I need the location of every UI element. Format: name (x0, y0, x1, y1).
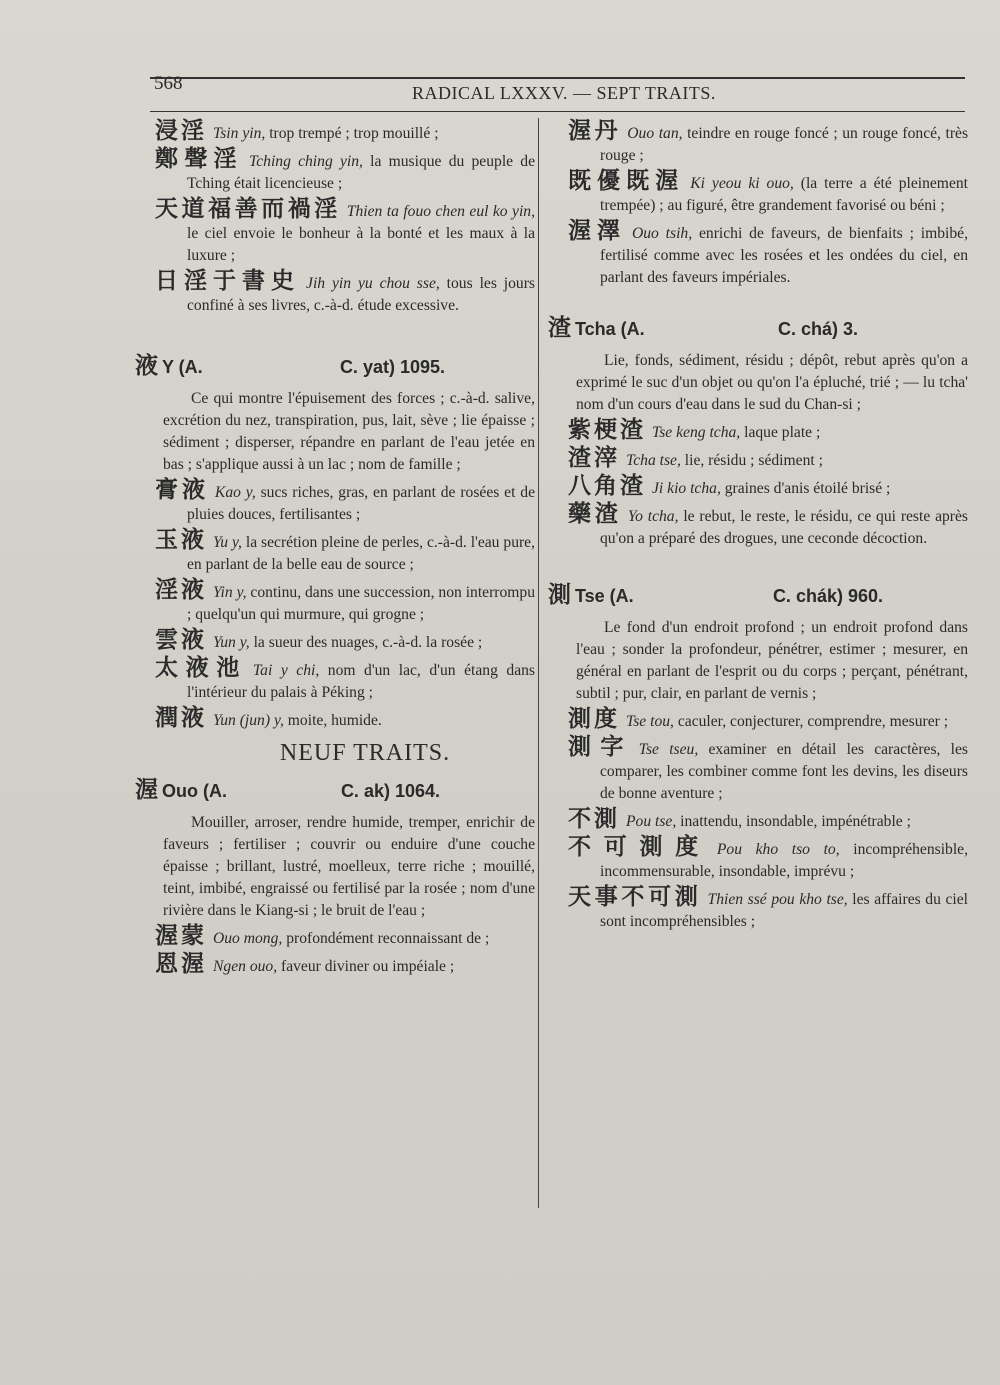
headword-y (135, 347, 535, 380)
definition-ouo: Mouiller, arroser, rendre humide, tremper, enrichir de faveurs ; fertiliser ; couvrir ou enduire d'une couche épaisse ; brillant, lustré, moelleux, terre riche ; mouillé, teint, imbibé, engraissé ou fertilisé par la rosée ; nom d'une rivière dans le Kiang-si ; le bruit de l'eau ; (163, 814, 535, 919)
compound-romanization: Tsin yin, (213, 125, 266, 142)
headword-tse (548, 576, 968, 609)
compound-hanzi: 鄭聲淫 (155, 146, 243, 171)
compound-entry (155, 925, 535, 950)
definition-tcha: Lie, fonds, sédiment, résidu ; dépôt, rebut après qu'on a exprimé le suc d'un objet ou qu'on l'a épluché, trié ; — lu tcha' nom d'un cours d'eau dans le sud du Chan-si ; (576, 352, 968, 413)
compound-hanzi: 紫梗渣 (568, 417, 646, 442)
compound-romanization: Kao y, (214, 484, 256, 501)
page-number: 568 (154, 73, 183, 94)
compound-romanization: Tcha tse, (626, 452, 681, 469)
compound-gloss: le rebut, le reste, le résidu, ce qui reste après qu'on a préparé des drogues, une ceconde décoction. (600, 508, 968, 547)
column-divider (538, 118, 539, 1208)
compound-hanzi: 既優既渥 (568, 168, 685, 193)
compound-entry (155, 529, 535, 576)
compound-entry (155, 148, 535, 195)
headword-label: Tse (A. (575, 586, 634, 606)
compound-entry (568, 836, 968, 883)
header-top-rule (150, 77, 965, 79)
compound-entry (568, 170, 968, 217)
compounds-tcha (548, 419, 968, 550)
compound-hanzi: 渥澤 (568, 218, 626, 243)
compound-entry (155, 953, 535, 978)
headword-label: Tcha (A. (575, 319, 645, 339)
headword-hanzi: 渥 (135, 776, 158, 803)
compound-romanization: Ji kio tcha, (652, 480, 721, 497)
compound-gloss: les affaires du ciel sont incompréhensibles ; (600, 891, 968, 930)
compound-entry (568, 708, 968, 733)
compound-romanization: Tai y chi, (252, 662, 320, 679)
compound-gloss: profondément reconnaissant de ; (282, 930, 490, 947)
compound-entry (155, 479, 535, 526)
compound-gloss: lie, résidu ; sédiment ; (680, 452, 823, 469)
compounds-tse (548, 708, 968, 933)
compound-hanzi: 渣滓 (568, 445, 620, 470)
compound-gloss: tous les jours confiné à ses livres, c.-à-d. étude excessive. (187, 275, 535, 314)
compound-entry (155, 198, 535, 267)
left-column (135, 120, 535, 981)
headword-label: Y (A. (162, 357, 203, 377)
compound-gloss: examiner en détail les caractères, les comparer, les combiner comme font les devins, les diseurs de bonne aventure ; (600, 741, 968, 802)
compound-hanzi: 天道福善而禍淫 (155, 196, 341, 221)
compound-hanzi: 恩渥 (155, 951, 207, 976)
compound-romanization: Jih yin yu chou sse, (306, 275, 440, 292)
compound-romanization: Thien ssé pou kho tse, (707, 891, 848, 908)
compound-entry (155, 629, 535, 654)
compounds-y (135, 479, 535, 732)
header-bottom-rule (150, 111, 965, 112)
compound-hanzi: 雲液 (155, 627, 207, 652)
compound-hanzi: 不測 (568, 806, 620, 831)
headword-hanzi: 液 (135, 352, 158, 379)
compounds-ouo (135, 925, 535, 978)
compound-entry (568, 808, 968, 833)
compound-hanzi: 日淫于書史 (155, 268, 301, 293)
headword-cantonese: C. chá) 3. (777, 319, 858, 339)
compound-gloss: nom d'un lac, d'un étang dans l'intérieur du palais à Péking ; (187, 662, 535, 701)
compound-romanization: Yu y, (213, 534, 242, 551)
compound-romanization: Tching ching yin, (248, 153, 363, 170)
compound-entry (568, 419, 968, 444)
compound-entry (568, 736, 968, 805)
compound-romanization: Tse keng tcha, (652, 424, 741, 441)
compound-entry (568, 503, 968, 550)
right-top-compounds (548, 120, 968, 289)
compound-entry (155, 579, 535, 626)
compound-hanzi: 渥丹 (568, 118, 622, 143)
compound-hanzi: 太液池 (155, 655, 247, 680)
headword-ouo (135, 771, 535, 804)
left-top-compounds (135, 120, 535, 317)
compound-romanization: Ouo mong, (213, 930, 283, 947)
compound-gloss: (la terre a été pleinement trempée) ; au figuré, être grandement favorisé ou béni ; (600, 175, 968, 214)
compound-entry (568, 447, 968, 472)
compound-gloss: la sueur des nuages, c.-à-d. la rosée ; (249, 634, 483, 651)
compound-romanization: Pou tse, (626, 813, 677, 830)
compound-gloss: moite, humide. (283, 712, 382, 729)
compound-gloss: enrichi de faveurs, de bienfaits ; imbibé, fertilisé comme avec les rosées et les ondées du ciel, en parlant des faveurs impériales. (600, 225, 969, 286)
compound-hanzi: 不可測度 (568, 834, 711, 859)
compound-hanzi: 測字 (568, 734, 633, 759)
right-column (548, 120, 968, 936)
compound-romanization: Yo tcha, (627, 508, 679, 525)
compound-entry (155, 120, 535, 145)
compound-entry (568, 220, 968, 289)
headword-cantonese: C. yat) 1095. (339, 357, 445, 377)
headword-cantonese: C. chák) 960. (772, 586, 883, 606)
definition-tse: Le fond d'un endroit profond ; un endroit profond dans l'eau ; sonder la profondeur, pénétrer, estimer ; mesurer, en général en parlant de l'esprit ou du corps ; perçant, pénétrant, subtil ; pur, clair, en parlant de vernis ; (576, 619, 968, 702)
compound-romanization: Ouo tan, (627, 125, 683, 142)
compound-romanization: Yun y, (213, 634, 250, 651)
compound-gloss: la musique du peuple de Tching était licencieuse ; (187, 153, 536, 192)
compound-gloss: faveur diviner ou impéiale ; (277, 958, 455, 975)
compound-entry (568, 475, 968, 500)
headword-hanzi: 測 (548, 581, 571, 608)
compound-gloss: teindre en rouge foncé ; un rouge foncé, très rouge ; (600, 125, 969, 164)
compound-entry (155, 270, 535, 317)
compound-entry (155, 657, 535, 704)
compound-romanization: Ngen ouo, (213, 958, 278, 975)
compound-hanzi: 渥蒙 (155, 923, 207, 948)
compound-hanzi: 八角渣 (568, 473, 646, 498)
compound-entry (155, 707, 535, 732)
compound-gloss: le ciel envoie le bonheur à la bonté et les maux à la luxure ; (187, 225, 535, 264)
compound-romanization: Pou kho tso to, (716, 841, 840, 858)
compound-hanzi: 藥渣 (568, 501, 622, 526)
compound-hanzi: 測度 (568, 706, 620, 731)
compound-hanzi: 潤液 (155, 705, 207, 730)
compound-hanzi: 玉液 (155, 527, 208, 552)
section-title: NEUF TRAITS. (279, 740, 451, 766)
compound-gloss: caculer, conjecturer, comprendre, mesurer ; (673, 713, 949, 730)
compound-gloss: trop trempé ; trop mouillé ; (265, 125, 439, 142)
compound-hanzi: 淫液 (155, 577, 208, 602)
headword-hanzi: 渣 (548, 314, 571, 341)
compound-hanzi: 天事不可測 (568, 884, 702, 909)
headword-label: Ouo (A. (162, 781, 227, 801)
compound-romanization: Tse tou, (626, 713, 674, 730)
compound-romanization: Ki yeou ki ouo, (690, 175, 794, 192)
compound-gloss: la secrétion pleine de perles, c.-à-d. l'eau pure, en parlant de la belle eau de source ; (187, 534, 536, 573)
compound-romanization: Ouo tsih, (631, 225, 693, 242)
definition-y: Ce qui montre l'épuisement des forces ; c.-à-d. salive, excrétion du nez, transpiration, pus, lait, sève ; lie épaisse ; sédiment ; disperser, répandre en parlant de l'eau jetée en bas ; s'applique aussi à un lac ; nom de famille ; (163, 390, 535, 473)
compound-gloss: graines d'anis étoilé brisé ; (720, 480, 891, 497)
compound-gloss: sucs riches, gras, en parlant de rosées et de pluies douces, fertilisantes ; (187, 484, 535, 523)
compound-entry (568, 120, 968, 167)
compound-romanization: Yin y, (213, 584, 247, 601)
headword-cantonese: C. ak) 1064. (340, 781, 440, 801)
headword-tcha (548, 309, 968, 342)
compound-romanization: Tse tseu, (638, 741, 699, 758)
compound-gloss: continu, dans une succession, non interrompu ; quelqu'un qui murmure, qui grogne ; (187, 584, 535, 623)
compound-romanization: Yun (jun) y, (213, 712, 284, 729)
compound-entry (568, 886, 968, 933)
compound-hanzi: 浸淫 (155, 118, 207, 143)
compound-romanization: Thien ta fouo chen eul ko yin, (346, 203, 535, 220)
compound-gloss: laque plate ; (740, 424, 821, 441)
compound-gloss: inattendu, insondable, impénétrable ; (676, 813, 911, 830)
compound-gloss: incompréhensible, incommensurable, insondable, imprévu ; (600, 841, 968, 880)
compound-hanzi: 膏液 (155, 477, 209, 502)
page-header (150, 65, 965, 125)
running-title: RADICAL LXXXV. — SEPT TRAITS. (412, 83, 716, 103)
